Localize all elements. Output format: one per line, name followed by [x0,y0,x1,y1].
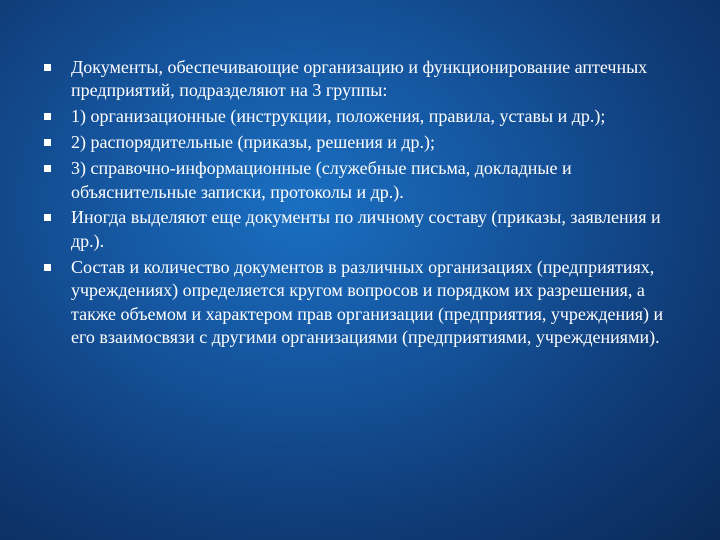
square-bullet-icon [44,165,51,172]
bullet-text: Иногда выделяют еще документы по личному составу (приказы, заявления и др.). [71,207,661,251]
square-bullet-icon [44,139,51,146]
list-item [44,256,684,350]
bullet-text: 2) распорядительные (приказы, решения и др.); [71,132,436,153]
square-bullet-icon [44,113,51,120]
list-item [44,206,684,253]
square-bullet-icon [44,214,51,221]
list-item [44,105,684,128]
bullet-text: Состав и количество документов в различных организациях (предприятиях, учреждениях) определяется кругом вопросов и порядком их разрешения, а также объемом и характером прав организации (предприятия, учреждения) и его взаимосвязи с другими организациями (предприятиями, учреждениями). [71,256,664,347]
bullet-list [44,56,684,352]
square-bullet-icon [44,64,51,71]
bullet-text: Документы, обеспечивающие организацию и функционирование аптечных предприятий, подразделяют на 3 группы: [71,57,648,101]
bullet-text: 1) организационные (инструкции, положения, правила, уставы и др.); [71,106,606,127]
bullet-text: 3) справочно-информационные (служебные письма, докладные и объяснительные записки, протоколы и др.). [71,158,572,202]
square-bullet-icon [44,264,51,271]
list-item [44,56,684,103]
list-item [44,157,684,204]
list-item [44,131,684,154]
